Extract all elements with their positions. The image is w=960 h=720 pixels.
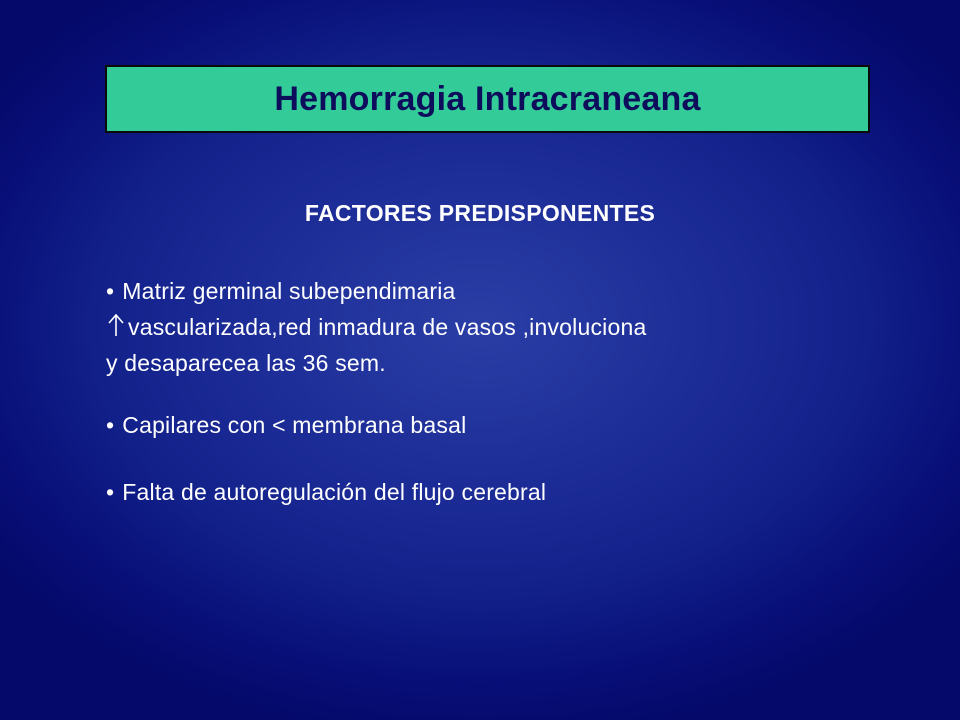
bullet-line: y desaparecea las 36 sem. xyxy=(106,350,386,376)
up-arrow-icon xyxy=(106,313,126,337)
bullet-text: vascularizada,red inmadura de vasos ,involuciona xyxy=(128,314,647,340)
bullet-line xyxy=(106,273,866,309)
bullet-item xyxy=(106,474,866,510)
bullet-text: Falta de autoregulación del flujo cerebral xyxy=(122,479,547,505)
title-box xyxy=(105,65,870,133)
bullet-line xyxy=(106,474,866,510)
slide-subtitle: FACTORES PREDISPONENTES xyxy=(304,200,656,226)
bullet-dot: • xyxy=(106,479,115,505)
bullet-line xyxy=(106,309,866,345)
bullet-dot: • xyxy=(106,278,115,304)
slide-title: Hemorragia Intracraneana xyxy=(274,79,701,118)
bullet-text: Matriz germinal subependimaria xyxy=(122,278,456,304)
bullet-item xyxy=(106,407,866,443)
bullet-item xyxy=(106,273,866,381)
bullet-line xyxy=(106,407,866,443)
bullet-dot: • xyxy=(106,412,115,438)
bullet-text: Capilares con < membrana basal xyxy=(122,412,467,438)
